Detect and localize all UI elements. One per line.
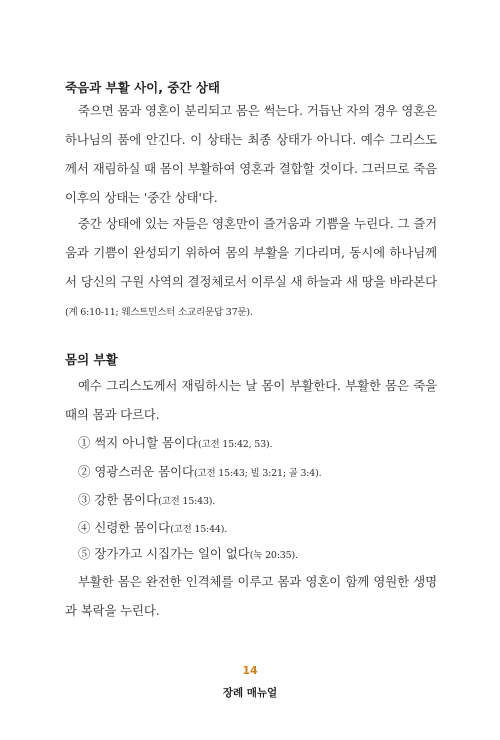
list-item-text: ③ 강한 몸이다 [78, 492, 159, 507]
list-item [78, 518, 227, 536]
scripture-reference: (고전 15:43; 빌 3:21; 골 3:4). [194, 468, 322, 479]
list-item [78, 490, 215, 508]
list-item [78, 544, 298, 562]
scripture-reference: (고전 15:43). [158, 496, 216, 507]
page-number: 14 [242, 664, 258, 677]
scripture-reference: (고전 15:42, 53). [197, 439, 273, 450]
paragraph-resurrection-closing [65, 567, 437, 625]
paragraph-text: 예수 그리스도께서 재림하시는 날 몸이 부활한다. 부활한 몸은 죽을 때의 몸과 다르다. [65, 378, 437, 422]
list-item-text: ① 썩지 아니할 몸이다 [78, 435, 198, 450]
list-item [78, 462, 321, 480]
list-item-text: ④ 신령한 몸이다 [78, 520, 171, 535]
scripture-reference: (눅 20:35). [249, 550, 298, 561]
list-item [78, 433, 272, 451]
section-heading-intermediate-state: 죽음과 부활 사이, 중간 상태 [65, 80, 220, 95]
paragraph-text: 중간 상태에 있는 자들은 영혼만이 즐거움과 기쁨을 누린다. 그 즐거움과 기쁨이 완성되기 위하여 몸의 부활을 기다리며, 동시에 하나님께서 당신의 구원 사역의 결정체로서 이루실 새 하늘과 새 땅을 바라본다 [65, 216, 437, 289]
list-item-text: ⑤ 장가가고 시집가는 일이 없다 [78, 546, 250, 561]
list-item-text: ② 영광스러운 몸이다 [78, 464, 195, 479]
section-heading-resurrection: 몸의 부활 [65, 352, 118, 367]
paragraph-resurrection-intro [65, 371, 437, 429]
paragraph-text: 부활한 몸은 완전한 인격체를 이루고 몸과 영혼이 함께 영원한 생명과 복락을 누린다. [65, 574, 437, 618]
paragraph-text: 죽으면 몸과 영혼이 분리되고 몸은 썩는다. 거듭난 자의 경우 영혼은 하나님의 품에 안긴다. 이 상태는 최종 상태가 아니다. 예수 그리스도께서 재림하실 때 몸이 부활하여 영혼과 결합할 것이다. 그러므로 죽음 이후의 상태는 '중간 상태'다. [65, 103, 437, 205]
scripture-reference: (계 6:10-11; 웨스트민스터 소교리문답 37문). [65, 307, 253, 318]
book-title: 장례 매뉴얼 [222, 687, 278, 699]
scripture-reference: (고전 15:44). [170, 524, 228, 535]
paragraph-intermediate-state-2 [65, 209, 437, 327]
paragraph-intermediate-state-1 [65, 96, 437, 212]
